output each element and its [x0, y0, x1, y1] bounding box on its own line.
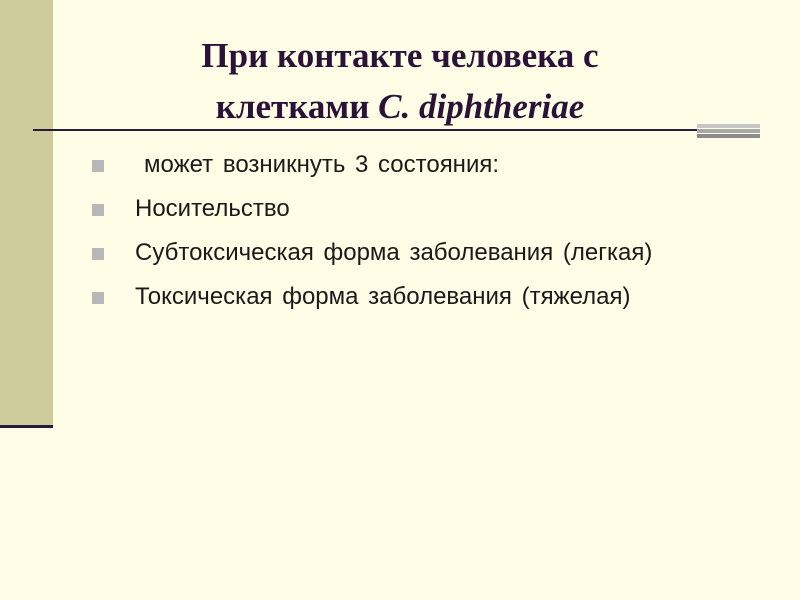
bullet-text: может возникнуть 3 состояния: [144, 151, 500, 178]
square-bullet-icon [92, 248, 104, 260]
bullet-item [90, 280, 710, 314]
slide-title [60, 30, 740, 132]
square-bullet-icon [92, 160, 104, 172]
title-line-2-prefix: клетками [215, 87, 379, 126]
bullet-item [90, 236, 710, 270]
title-species-name: C. diphtheriae [378, 87, 585, 126]
title-underline [33, 129, 727, 131]
title-underline-accent [697, 124, 760, 138]
bullet-text: Субтоксическая форма заболевания (легкая) [135, 239, 653, 266]
square-bullet-icon [92, 204, 104, 216]
bullet-text: Токсическая форма заболевания (тяжелая) [135, 283, 631, 310]
bullet-list [90, 148, 710, 324]
bullet-item [90, 192, 710, 226]
title-line-1: При контакте человека с [201, 36, 599, 75]
side-decoration-band [0, 0, 53, 425]
square-bullet-icon [92, 292, 104, 304]
side-decoration-line [0, 425, 53, 428]
bullet-item [90, 148, 710, 182]
bullet-text: Носительство [135, 195, 290, 222]
